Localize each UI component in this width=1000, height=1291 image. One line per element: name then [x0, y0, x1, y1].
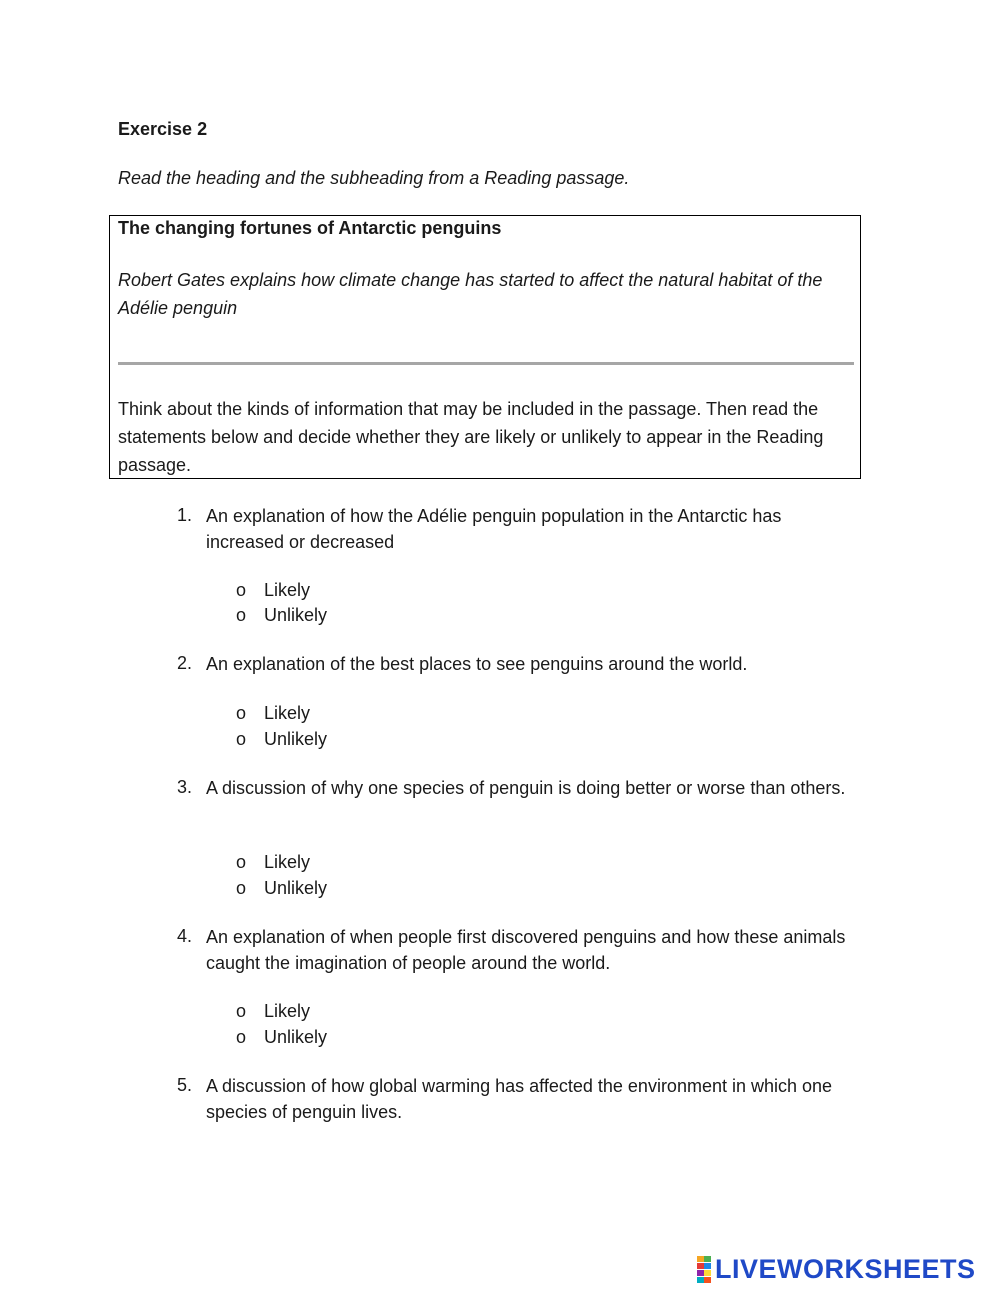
passage-instructions: Think about the kinds of information that may be included in the passage. Then read the statements below and decide whether they are likely or unlikely to appear in the Reading passage.	[118, 399, 824, 475]
exercise-instruction: Read the heading and the subheading from a Reading passage.	[118, 168, 630, 188]
logo-blocks-icon	[697, 1256, 711, 1282]
question-number: 2.	[176, 653, 192, 673]
likely-radio[interactable]: o	[235, 1001, 246, 1021]
question-text: An explanation of how the Adélie penguin population in the Antarctic has increased or decreased	[206, 506, 782, 552]
unlikely-radio[interactable]: o	[235, 605, 246, 625]
option-unlikely-label[interactable]: Unlikely	[264, 729, 328, 749]
option-unlikely-label[interactable]: Unlikely	[264, 605, 328, 625]
question-text: A discussion of why one species of penguin is doing better or worse than others.	[206, 778, 846, 798]
question-number: 5.	[176, 1075, 192, 1095]
option-likely-label[interactable]: Likely	[264, 852, 311, 872]
logo-text: LIVEWORKSHEETS	[715, 1253, 976, 1284]
unlikely-radio[interactable]: o	[235, 878, 246, 898]
likely-radio[interactable]: o	[235, 703, 246, 723]
option-likely-label[interactable]: Likely	[264, 580, 311, 600]
passage-subheading: Robert Gates explains how climate change has started to affect the natural habitat of the Adélie penguin	[118, 270, 823, 318]
question-text: A discussion of how global warming has affected the environment in which one species of penguin lives.	[206, 1076, 833, 1122]
question-number: 1.	[176, 505, 192, 525]
option-likely-label[interactable]: Likely	[264, 703, 311, 723]
question-number: 4.	[176, 926, 192, 946]
likely-radio[interactable]: o	[235, 852, 246, 872]
question-text: An explanation of the best places to see penguins around the world.	[206, 654, 748, 674]
question-number: 3.	[176, 777, 192, 797]
passage-heading: The changing fortunes of Antarctic penguins	[118, 218, 502, 238]
likely-radio[interactable]: o	[235, 580, 246, 600]
option-unlikely-label[interactable]: Unlikely	[264, 1027, 328, 1047]
liveworksheets-logo	[697, 1254, 976, 1284]
unlikely-radio[interactable]: o	[235, 729, 246, 749]
unlikely-radio[interactable]: o	[235, 1027, 246, 1047]
option-unlikely-label[interactable]: Unlikely	[264, 878, 328, 898]
passage-divider	[118, 362, 854, 365]
option-likely-label[interactable]: Likely	[264, 1001, 311, 1021]
question-text: An explanation of when people first discovered penguins and how these animals caught the imagination of people around the world.	[206, 927, 846, 973]
exercise-title: Exercise 2	[118, 119, 208, 139]
